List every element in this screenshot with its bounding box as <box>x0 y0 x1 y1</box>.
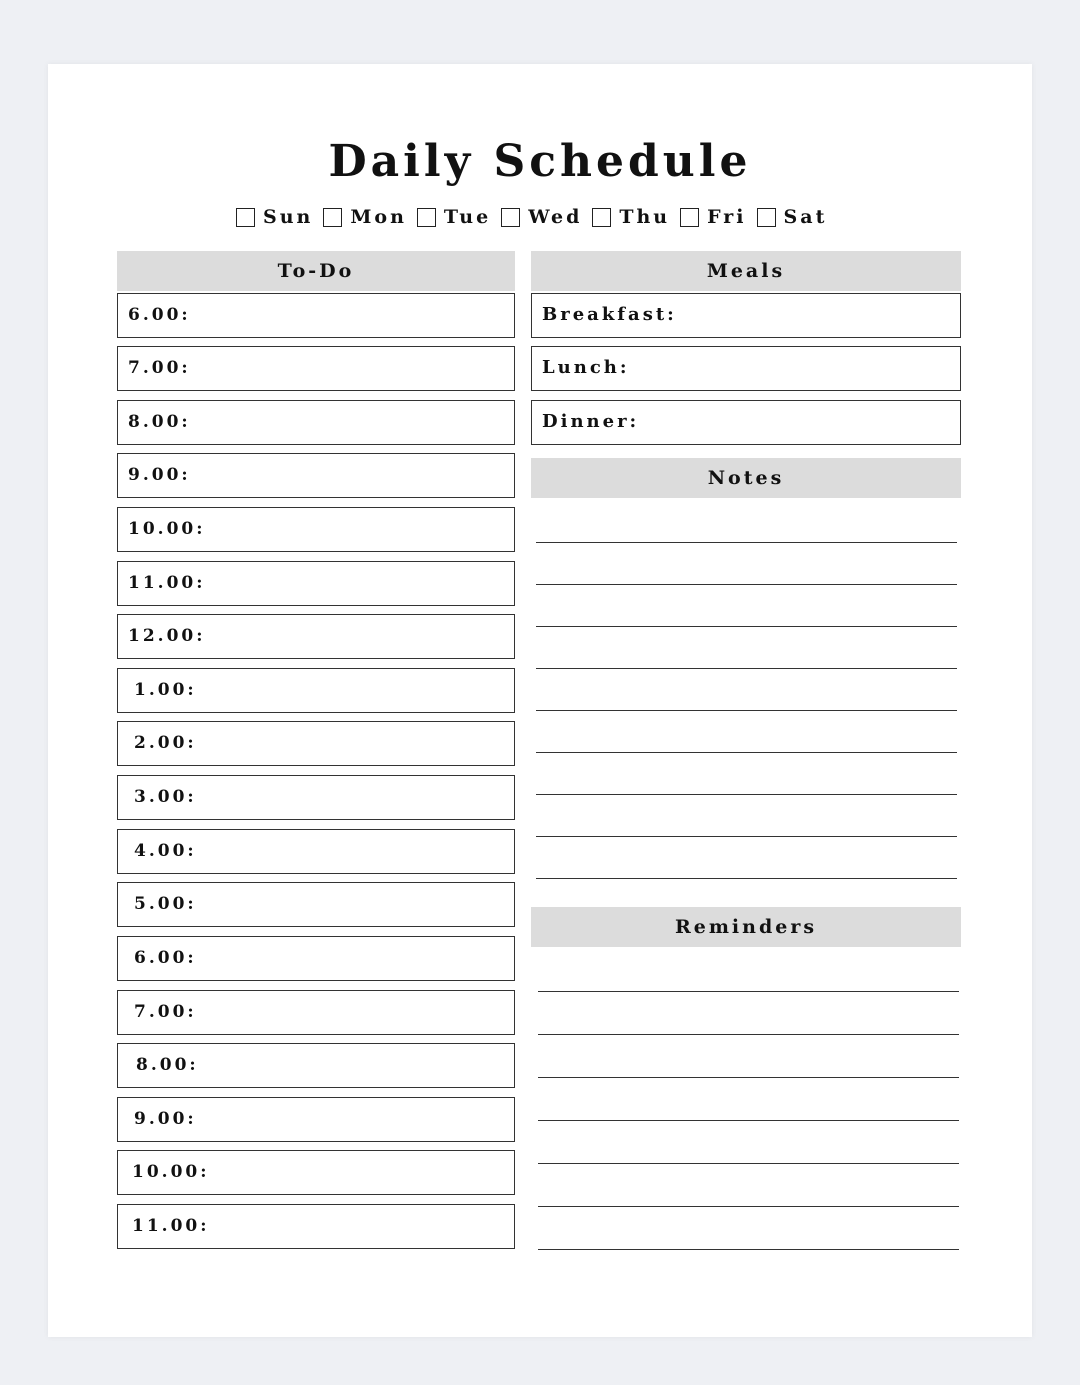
notes-line[interactable] <box>536 878 957 879</box>
time-label: 2.00: <box>134 733 197 753</box>
time-label: 4.00: <box>134 841 197 861</box>
notes-line[interactable] <box>536 710 957 711</box>
day-label: Mon <box>350 206 407 228</box>
reminders-line[interactable] <box>538 991 959 992</box>
notes-line[interactable] <box>536 542 957 543</box>
time-label: 8.00: <box>136 1055 199 1075</box>
reminders-line[interactable] <box>538 1206 959 1207</box>
day-option-wed[interactable] <box>501 205 582 229</box>
day-checkbox[interactable] <box>417 208 436 227</box>
notes-line[interactable] <box>536 584 957 585</box>
day-selector <box>236 204 837 230</box>
todo-slot[interactable] <box>117 882 515 927</box>
day-checkbox[interactable] <box>323 208 342 227</box>
time-label: 9.00: <box>128 465 191 485</box>
todo-slot[interactable] <box>117 775 515 820</box>
todo-slot[interactable] <box>117 507 515 552</box>
reminders-line[interactable] <box>538 1249 959 1250</box>
todo-slot[interactable] <box>117 990 515 1035</box>
day-checkbox[interactable] <box>592 208 611 227</box>
todo-slot[interactable] <box>117 721 515 766</box>
time-label: 11.00: <box>132 1216 210 1236</box>
todo-slot[interactable] <box>117 668 515 713</box>
day-checkbox[interactable] <box>236 208 255 227</box>
todo-slot[interactable] <box>117 453 515 498</box>
notes-line[interactable] <box>536 794 957 795</box>
notes-line[interactable] <box>536 626 957 627</box>
time-label: 5.00: <box>134 894 197 914</box>
reminders-header: Reminders <box>531 907 961 947</box>
todo-slot[interactable] <box>117 1043 515 1088</box>
page-title: Daily Schedule <box>328 136 752 187</box>
time-label: 12.00: <box>128 626 206 646</box>
time-label: 11.00: <box>128 573 206 593</box>
day-label: Sat <box>783 206 828 228</box>
todo-slot[interactable] <box>117 293 515 338</box>
reminders-line[interactable] <box>538 1120 959 1121</box>
time-label: 7.00: <box>134 1002 197 1022</box>
day-label: Tue <box>443 206 492 228</box>
time-label: 9.00: <box>134 1109 197 1129</box>
day-option-thu[interactable] <box>592 205 670 229</box>
todo-slot[interactable] <box>117 936 515 981</box>
notes-header: Notes <box>531 458 961 498</box>
todo-slot[interactable] <box>117 561 515 606</box>
meals-header: Meals <box>531 251 961 291</box>
todo-slot[interactable] <box>117 1150 515 1195</box>
notes-line[interactable] <box>536 836 957 837</box>
todo-slot[interactable] <box>117 400 515 445</box>
reminders-line[interactable] <box>538 1163 959 1164</box>
day-option-fri[interactable] <box>680 205 746 229</box>
day-label: Fri <box>707 206 747 228</box>
todo-slot[interactable] <box>117 614 515 659</box>
day-option-sun[interactable] <box>236 205 313 229</box>
day-label: Sun <box>263 206 314 228</box>
time-label: 8.00: <box>128 412 191 432</box>
todo-slot[interactable] <box>117 829 515 874</box>
day-label: Thu <box>619 206 671 228</box>
reminders-line[interactable] <box>538 1077 959 1078</box>
day-checkbox[interactable] <box>680 208 699 227</box>
day-checkbox[interactable] <box>501 208 520 227</box>
meal-label: Dinner: <box>542 411 640 432</box>
time-label: 6.00: <box>134 948 197 968</box>
reminders-line[interactable] <box>538 1034 959 1035</box>
time-label: 3.00: <box>134 787 197 807</box>
meal-label: Breakfast: <box>542 304 677 325</box>
todo-header: To-Do <box>117 251 515 291</box>
time-label: 6.00: <box>128 305 191 325</box>
day-checkbox[interactable] <box>757 208 776 227</box>
day-option-mon[interactable] <box>323 205 407 229</box>
meal-label: Lunch: <box>542 357 630 378</box>
notes-line[interactable] <box>536 752 957 753</box>
todo-slot[interactable] <box>117 1097 515 1142</box>
meal-breakfast-field[interactable] <box>531 293 961 338</box>
meal-dinner-field[interactable] <box>531 400 961 445</box>
time-label: 10.00: <box>128 519 206 539</box>
todo-slot[interactable] <box>117 346 515 391</box>
time-label: 1.00: <box>134 680 197 700</box>
todo-slot[interactable] <box>117 1204 515 1249</box>
day-option-sat[interactable] <box>757 205 828 229</box>
day-label: Wed <box>528 206 583 228</box>
notes-line[interactable] <box>536 668 957 669</box>
day-option-tue[interactable] <box>417 205 491 229</box>
meal-lunch-field[interactable] <box>531 346 961 391</box>
time-label: 10.00: <box>132 1162 210 1182</box>
time-label: 7.00: <box>128 358 191 378</box>
